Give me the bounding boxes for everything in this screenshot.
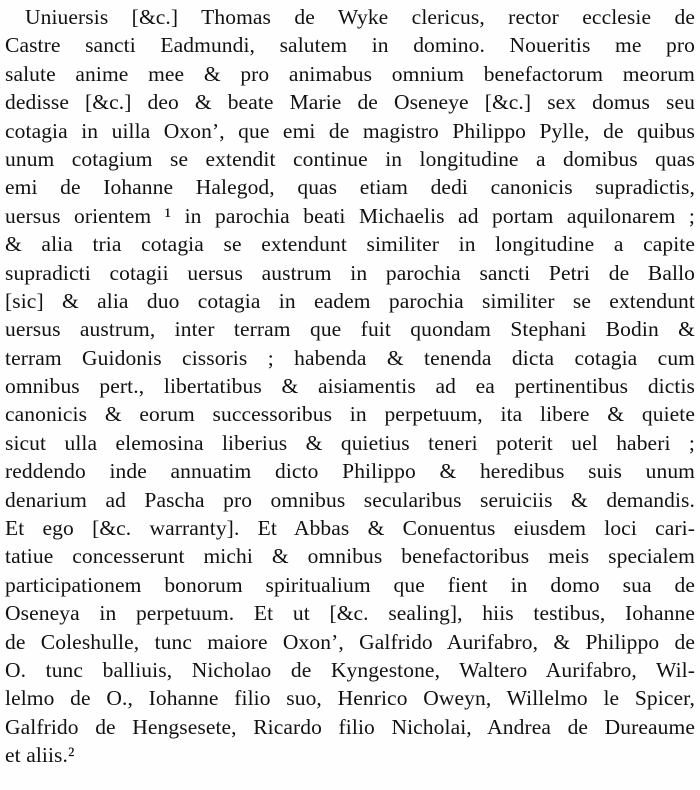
text-line: Castre sancti Eadmundi, salutem in domino. Noueritis me pro: [5, 33, 695, 58]
text-line: Oseneya in perpetuum. Et ut [&c. sealing], hiis testibus, Iohanne: [5, 601, 695, 626]
text-line: & alia tria cotagia se extendunt similiter in longitudine a capite: [5, 232, 695, 257]
text-line: de Coleshulle, tunc maiore Oxon’, Galfrido Aurifabro, & Philippo de: [5, 629, 695, 654]
text-line: salute anime mee & pro animabus omnium benefactorum meorum: [5, 61, 695, 86]
text-line: supradicti cotagii uersus austrum in parochia sancti Petri de Ballo: [5, 260, 695, 285]
text-line: O. tunc balliuis, Nicholao de Kyngestone, Waltero Aurifabro, Wil-: [5, 657, 695, 682]
charter-text: [5, 3, 695, 770]
text-line: cotagia in uilla Oxon’, que emi de magistro Philippo Pylle, de quibus: [5, 118, 695, 143]
text-line: terram Guidonis cissoris ; habenda & tenenda dicta cotagia cum: [5, 345, 695, 370]
text-line: lelmo de O., Iohanne filio suo, Henrico Oweyn, Willelmo le Spicer,: [5, 686, 695, 711]
text-line: emi de Iohanne Halegod, quas etiam dedi canonicis supradictis,: [5, 175, 695, 200]
text-line: tatiue concesserunt michi & omnibus benefactoribus meis specialem: [5, 544, 695, 569]
text-line: participationem bonorum spiritualium que fient in domo sua de: [5, 572, 695, 597]
text-line: Galfrido de Hengsesete, Ricardo filio Nicholai, Andrea de Dureaume: [5, 714, 695, 739]
text-line: Uniuersis [&c.] Thomas de Wyke clericus, rector ecclesie de: [25, 5, 695, 29]
text-line: omnibus pert., libertatibus & aisiamentis ad ea pertinentibus dictis: [5, 374, 695, 399]
text-line: reddendo inde annuatim dicto Philippo & heredibus suis unum: [5, 459, 695, 484]
text-line: uersus orientem ¹ in parochia beati Michaelis ad portam aquilonarem ;: [5, 203, 695, 228]
text-line: uersus austrum, inter terram que fuit quondam Stephani Bodin &: [5, 317, 695, 342]
text-line: unum cotagium se extendit continue in longitudine a domibus quas: [5, 146, 695, 171]
text-line: dedisse [&c.] deo & beate Marie de Oseneye [&c.] sex domus seu: [5, 90, 695, 115]
text-line: [sic] & alia duo cotagia in eadem parochia similiter se extendunt: [5, 288, 695, 313]
text-line: canonicis & eorum successoribus in perpetuum, ita libere & quiete: [5, 402, 695, 427]
text-line: denarium ad Pascha pro omnibus secularibus seruiciis & demandis.: [5, 487, 695, 512]
text-line: et aliis.²: [5, 743, 75, 768]
text-line: Et ego [&c. warranty]. Et Abbas & Conuentus eiusdem loci cari-: [5, 516, 695, 541]
text-line: sicut ulla elemosina liberius & quietius teneri poterit uel haberi ;: [5, 430, 695, 455]
